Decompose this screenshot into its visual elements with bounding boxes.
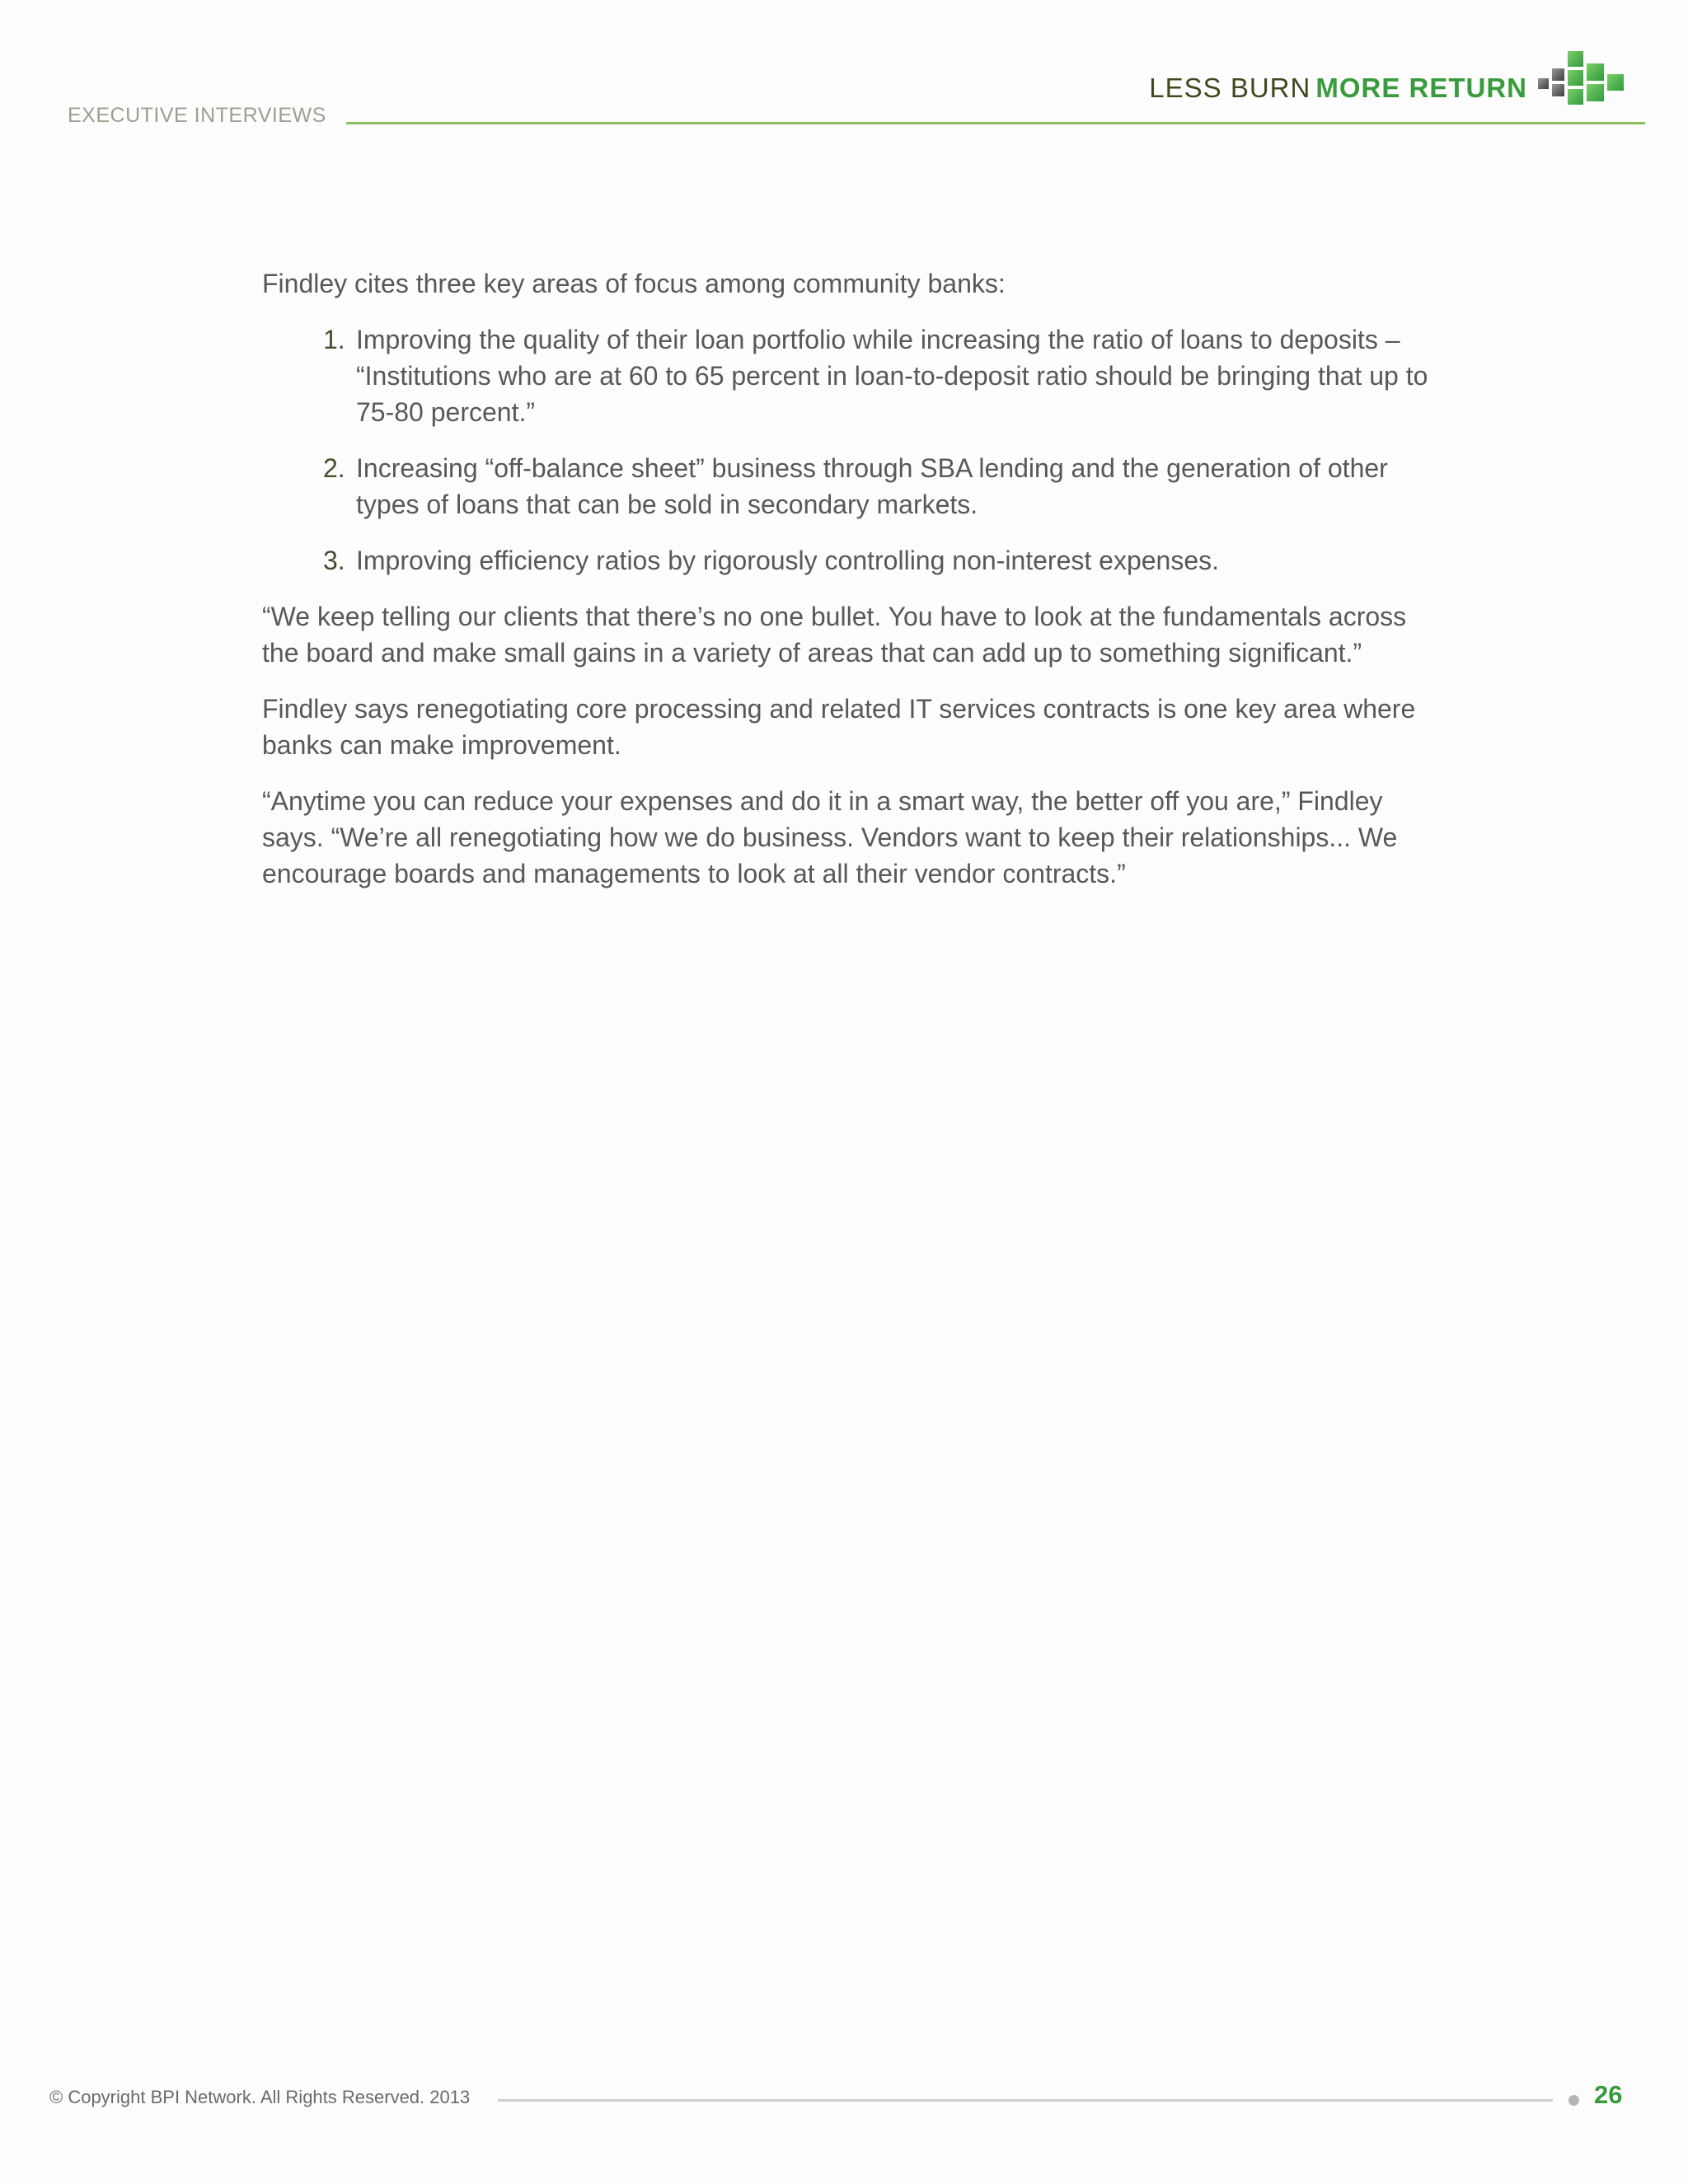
body-paragraph: Findley says renegotiating core processing and related IT services contracts is one key area where banks can make improvement. xyxy=(262,694,1416,760)
list-item-text: Improving efficiency ratios by rigorously controlling non-interest expenses. xyxy=(356,546,1220,575)
article-body xyxy=(262,265,1432,912)
quote-paragraph: “Anytime you can reduce your expenses and do it in a smart way, the better off you are,” Findley says. “We’re all renegotiating how we do business. Vendors want to keep their relationships... We encourage boards and managements to look at all their vendor contracts.” xyxy=(262,786,1398,888)
list-item-number: 2. xyxy=(323,453,345,483)
list-item xyxy=(262,450,1432,523)
list-item-number: 1. xyxy=(323,325,345,354)
header-divider xyxy=(346,122,1645,124)
brand-tagline xyxy=(1149,73,1527,104)
focus-areas-list xyxy=(262,321,1432,579)
page-number: 26 xyxy=(1594,2080,1623,2109)
footer-dot xyxy=(1568,2095,1579,2106)
copyright-notice: © Copyright BPI Network. All Rights Reserved. 2013 xyxy=(49,2087,471,2107)
list-item-text: Increasing “off-balance sheet” business through SBA lending and the generation of other types of loans that can be sold in secondary markets. xyxy=(356,453,1388,519)
brand-less: LESS BURN xyxy=(1149,73,1311,103)
intro-paragraph: Findley cites three key areas of focus among community banks: xyxy=(262,269,1006,298)
green-squares-logo-icon xyxy=(1538,51,1645,117)
brand-more: MORE RETURN xyxy=(1315,73,1527,103)
list-item-text: Improving the quality of their loan portfolio while increasing the ratio of loans to deposits – “Institutions who are at 60 to 65 percent in loan-to-deposit ratio should be bringing that up to 75-80 percent.” xyxy=(356,325,1428,427)
quote-paragraph: “We keep telling our clients that there’s no one bullet. You have to look at the fundamentals across the board and make small gains in a variety of areas that can add up to something significant.” xyxy=(262,602,1407,668)
list-item xyxy=(262,542,1432,579)
section-label: EXECUTIVE INTERVIEWS xyxy=(68,104,326,127)
list-item xyxy=(262,321,1432,430)
footer-divider xyxy=(498,2099,1553,2102)
list-item-number: 3. xyxy=(323,546,345,575)
